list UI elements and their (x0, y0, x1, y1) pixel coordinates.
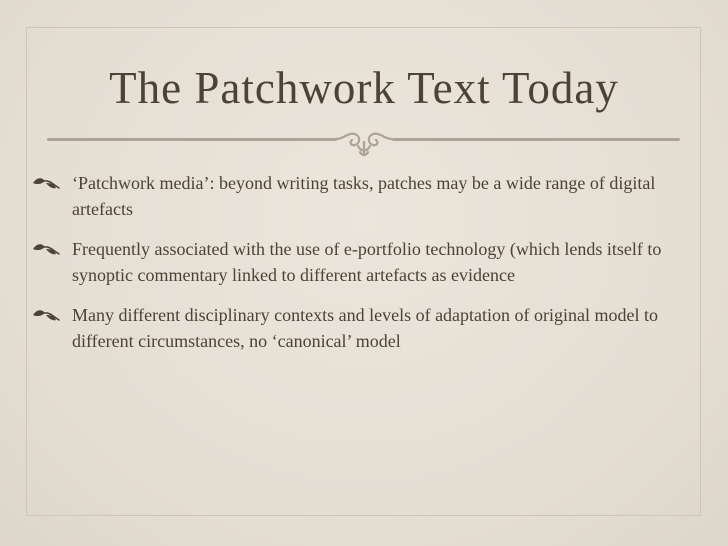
bullet-item (30, 302, 710, 354)
fleuron-leaf-icon (32, 242, 60, 256)
bullet-list (30, 170, 710, 368)
bullet-text: ‘Patchwork media’: beyond writing tasks, patches may be a wide range of digital artefacts (72, 173, 656, 219)
slide-title: The Patchwork Text Today (109, 63, 619, 113)
fleuron-leaf-icon (32, 176, 60, 190)
bullet-item (30, 170, 710, 222)
title-divider-left (47, 138, 337, 141)
title-divider-right (392, 138, 680, 141)
bullet-item (30, 236, 710, 288)
scroll-ornament-icon (334, 128, 394, 158)
bullet-text: Many different disciplinary contexts and levels of adaptation of original model to different circumstances, no ‘canonical’ model (72, 305, 659, 351)
fleuron-leaf-icon (32, 308, 60, 322)
bullet-text: Frequently associated with the use of e-portfolio technology (which lends itself to synoptic commentary linked to different artefacts as evidence (72, 239, 662, 285)
